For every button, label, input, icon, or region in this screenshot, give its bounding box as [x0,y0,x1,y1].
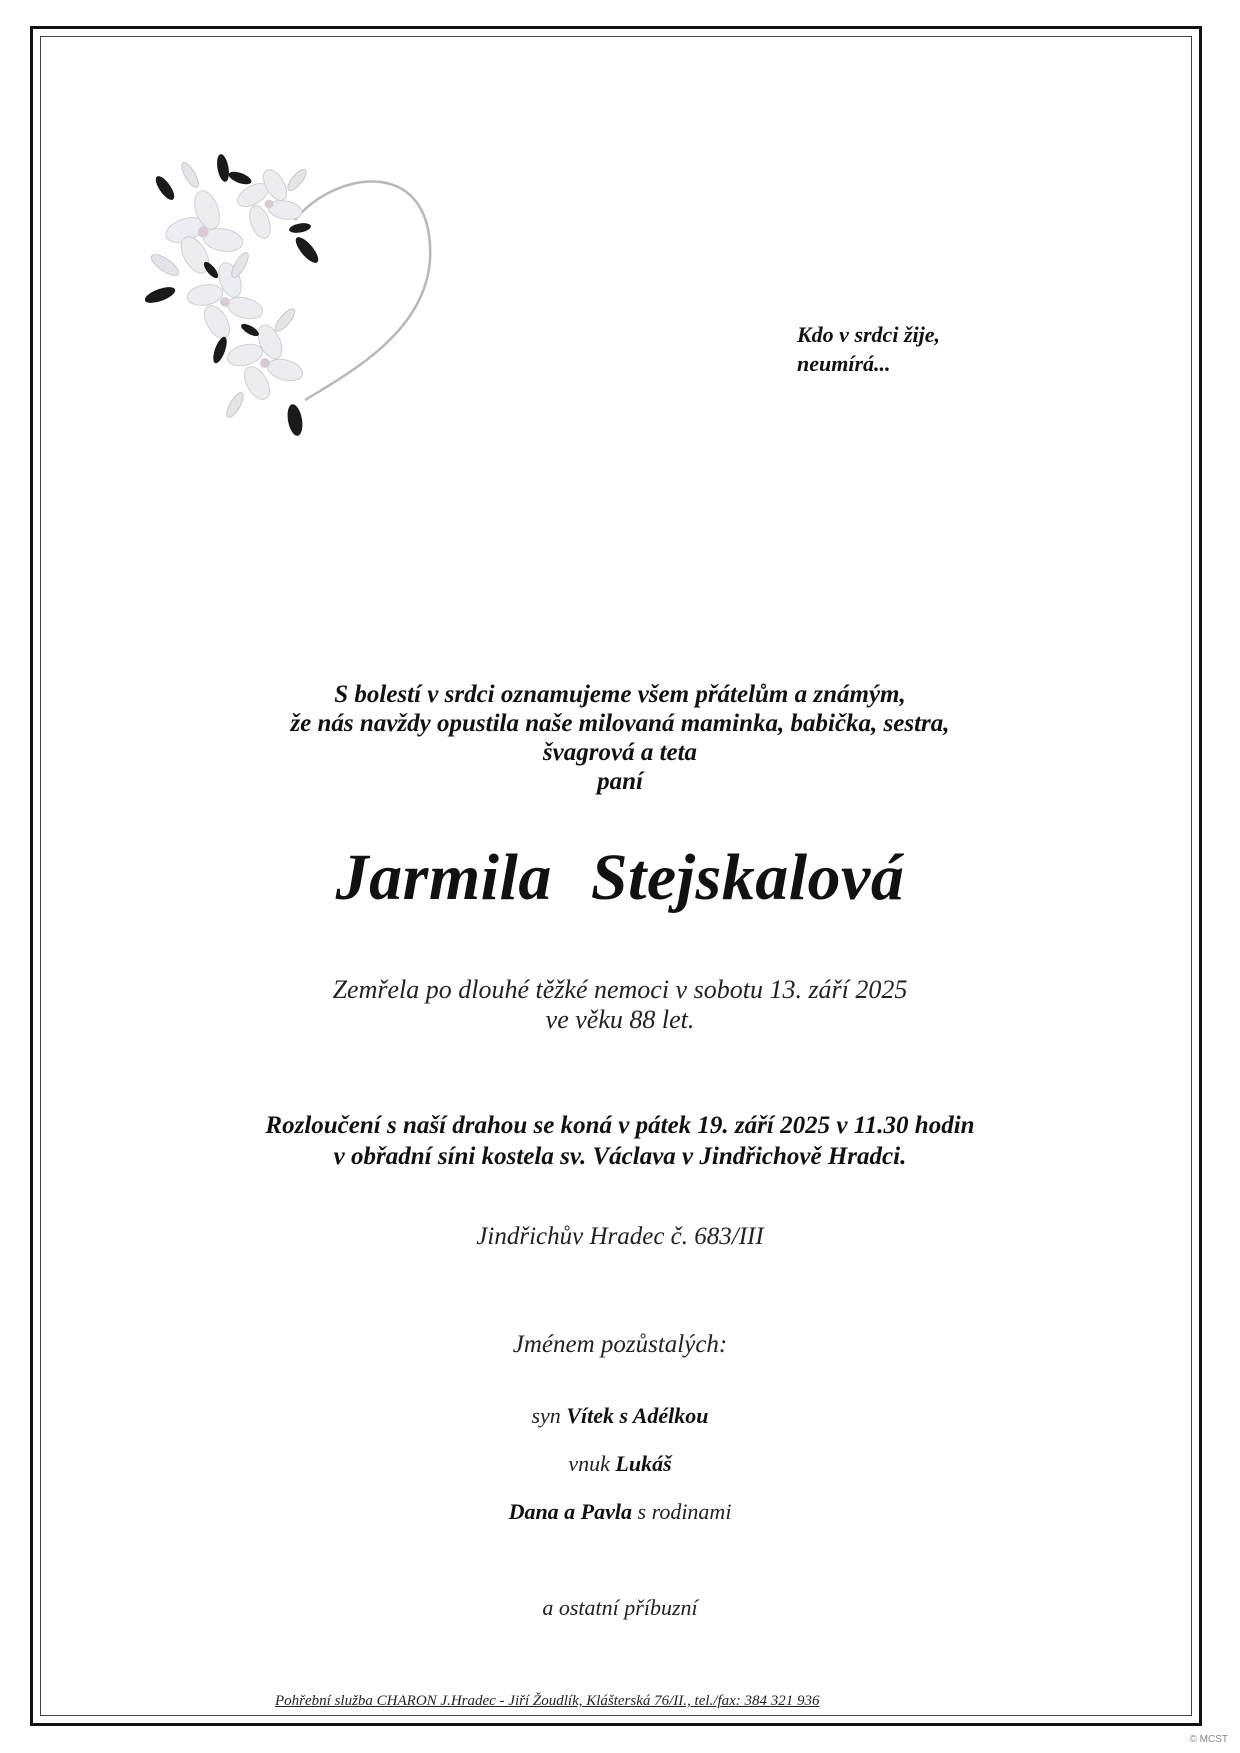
farewell-line: Rozloučení s naší drahou se koná v pátek 19. září 2025 v 11.30 hodin [265,1112,975,1139]
funeral-service-footer: Pohřební služba CHARON J.Hradec - Jiří Žoudlík, Klášterská 76/II., tel./fax: 384 321 936 [275,1693,820,1709]
announcement-line: S bolestí v srdci oznamujeme všem přátelům a známým, [334,681,906,708]
copyright-mark: © MCST [1189,1734,1228,1745]
on-behalf-heading: Jménem pozůstalých: [512,1331,728,1358]
motto-line: neumírá... [797,351,891,376]
heart-outline [295,181,430,400]
motto [797,320,997,378]
survivor-relation: syn [531,1403,561,1428]
other-relatives: a ostatní příbuzní [542,1595,698,1620]
death-info [100,975,1140,1035]
first-name: Jarmila [335,841,552,914]
motto-line: Kdo v srdci žije, [797,322,940,347]
last-name: Stejskalová [590,841,905,914]
announcement-line: že nás navždy opustila naše milovaná maminka, babička, sestra, [290,710,950,737]
announcement [100,680,1140,796]
announcement-line: švagrová a teta [542,739,698,766]
survivor-suffix: s rodinami [637,1499,732,1524]
flower-4 [225,321,305,403]
survivor-relation: vnuk [568,1451,610,1476]
deceased-name [100,838,1140,918]
survivor-line [100,1498,1140,1526]
announcement-line: paní [597,768,643,795]
survivor-name: Dana a Pavla [508,1499,633,1524]
survivor-line [100,1450,1140,1478]
address: Jindřichův Hradec č. 683/III [476,1223,764,1250]
survivor-line [100,1402,1140,1430]
flower-1 [162,187,244,277]
death-info-line: Zemřela po dlouhé těžké nemoci v sobotu 13. září 2025 [332,975,908,1004]
heart-flower-ornament [145,150,495,510]
death-info-line: ve věku 88 let. [545,1005,695,1034]
farewell-line: v obřadní síni kostela sv. Václava v Jindřichově Hradci. [333,1143,907,1170]
farewell-info [100,1110,1140,1172]
survivor-name: Lukáš [615,1451,672,1476]
survivor-name: Vítek s Adélkou [566,1403,709,1428]
